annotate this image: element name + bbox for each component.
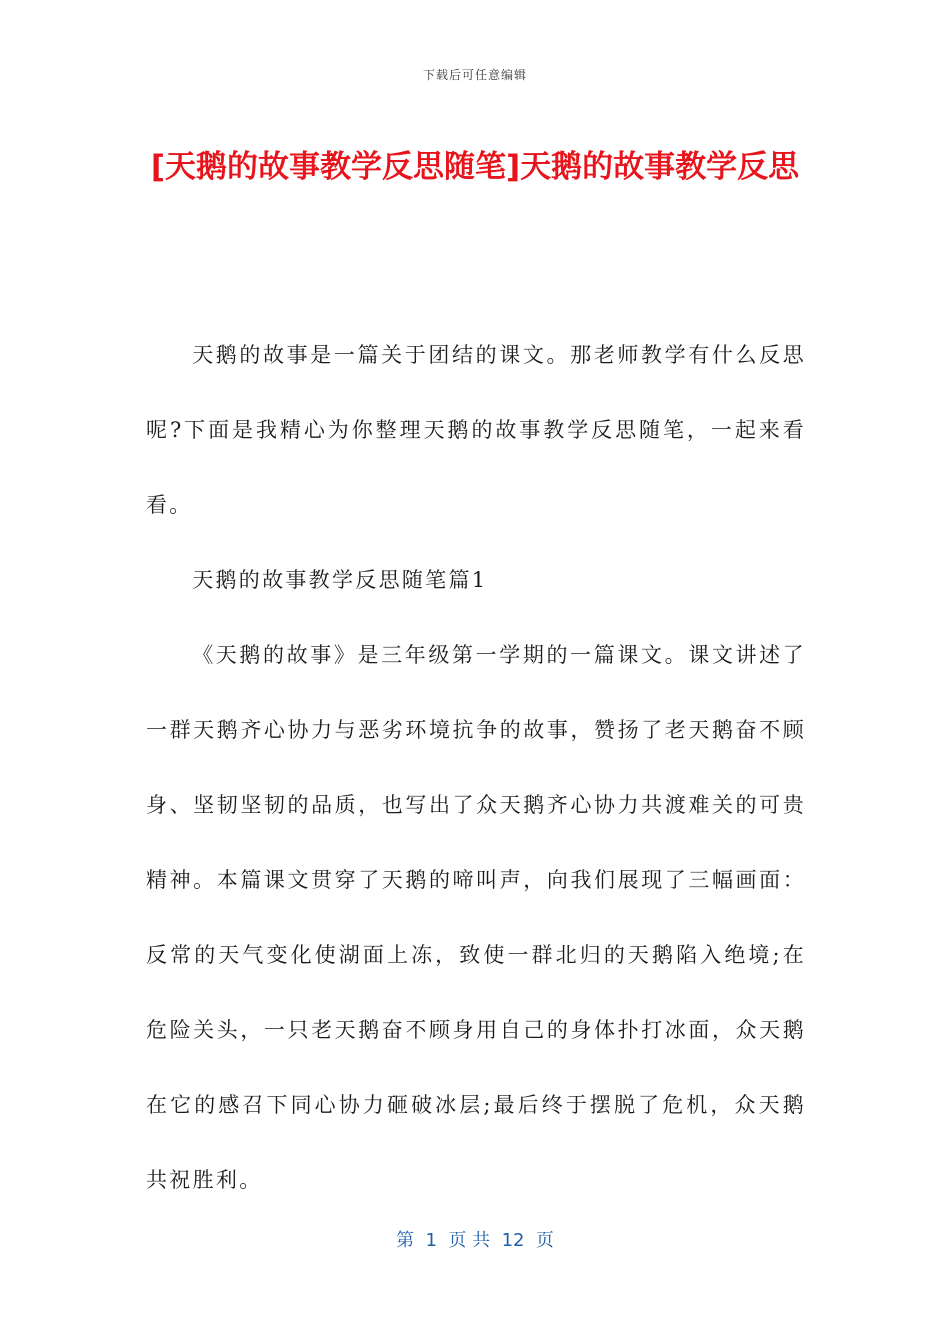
intro-paragraph: 天鹅的故事是一篇关于团结的课文。那老师教学有什么反思呢?下面是我精心为你整理天鹅的故事教学反思随笔，一起来看看。 <box>146 343 806 517</box>
document-title: [天鹅的故事教学反思随笔]天鹅的故事教学反思 <box>150 149 800 185</box>
header-note: 下载后可任意编辑 <box>422 68 527 82</box>
page-number-footer: 第 1 页 共 12 页 <box>396 1230 554 1251</box>
section-heading: 天鹅的故事教学反思随笔篇1 <box>192 568 488 592</box>
body-paragraph: 《天鹅的故事》是三年级第一学期的一篇课文。课文讲述了一群天鹅齐心协力与恶劣环境抗争的故事，赞扬了老天鹅奋不顾身、坚韧坚韧的品质，也写出了众天鹅齐心协力共渡难关的可贵精神。本篇课文贯穿了天鹅的啼叫声，向我们展现了三幅画面：反常的天气变化使湖面上冻，致使一群北归的天鹅陷入绝境;在危险关头，一只老天鹅奋不顾身用自己的身体扑打冰面，众天鹅在它的感召下同心协力砸破冰层;最后终于摆脱了危机，众天鹅共祝胜利。 <box>146 643 806 1192</box>
document-body <box>146 318 806 1218</box>
